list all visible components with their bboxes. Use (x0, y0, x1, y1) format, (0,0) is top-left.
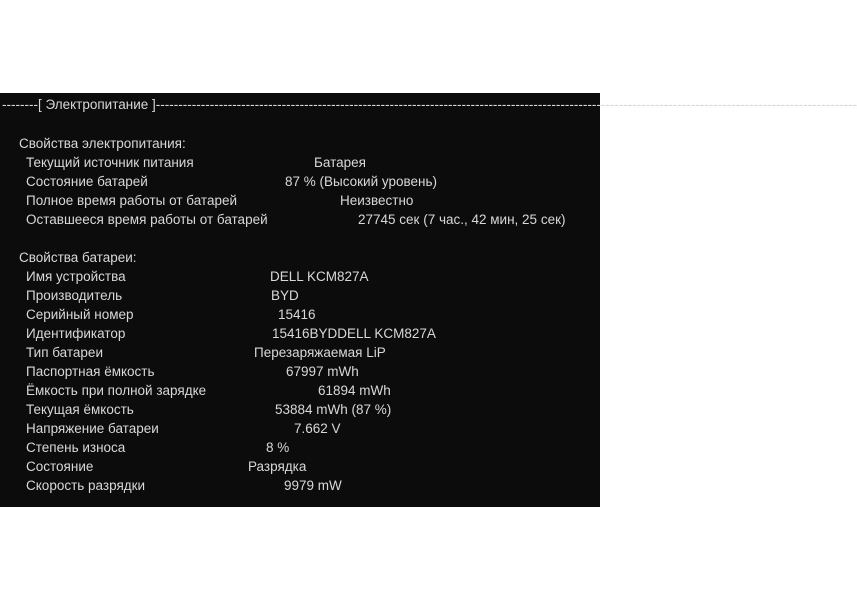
console-window (0, 93, 857, 507)
row-label: Паспортная ёмкость (26, 364, 155, 379)
battery-row-state (26, 457, 600, 476)
row-value: 15416 (278, 307, 316, 322)
row-value: Разрядка (248, 459, 307, 474)
battery-row-wear-level (26, 438, 600, 457)
battery-row-full-charge-capacity (26, 381, 600, 400)
row-value: Перезаряжаемая LiP (254, 345, 386, 360)
row-value: Батарея (314, 155, 366, 170)
row-value: 7.662 V (294, 421, 341, 436)
battery-row-voltage (26, 419, 600, 438)
power-row-battery-state (26, 172, 600, 191)
row-value: Неизвестно (340, 193, 414, 208)
battery-row-identifier (26, 324, 600, 343)
row-value: BYD (271, 288, 299, 303)
row-label: Производитель (26, 288, 123, 303)
row-label: Состояние батарей (26, 174, 148, 189)
battery-row-type (26, 343, 600, 362)
row-value: 27745 сек (7 час., 42 мин, 25 сек) (358, 212, 566, 227)
power-row-remaining-time (26, 210, 600, 229)
row-label: Скорость разрядки (26, 478, 146, 493)
header-title: [ Электропитание ] (37, 97, 156, 112)
battery-section-title: Свойства батареи: (19, 250, 137, 265)
row-label: Степень износа (26, 440, 126, 455)
row-label: Текущая ёмкость (26, 402, 134, 417)
power-row-source (26, 153, 600, 172)
row-label: Имя устройства (26, 269, 126, 284)
row-value: 61894 mWh (318, 383, 391, 398)
battery-row-serial (26, 305, 600, 324)
row-value: 67997 mWh (286, 364, 359, 379)
row-label: Напряжение батареи (26, 421, 159, 436)
row-label: Серийный номер (26, 307, 134, 322)
row-value: DELL KCM827A (270, 269, 369, 284)
battery-row-design-capacity (26, 362, 600, 381)
row-value: 87 % (Высокий уровень) (285, 174, 438, 189)
battery-row-discharge-rate (26, 476, 600, 495)
row-label: Текущий источник питания (26, 155, 194, 170)
battery-row-device-name (26, 267, 600, 286)
row-label: Тип батареи (26, 345, 103, 360)
row-label: Ёмкость при полной зарядке (26, 383, 207, 398)
section-header (2, 95, 857, 113)
row-value: 8 % (266, 440, 290, 455)
row-label: Оставшееся время работы от батарей (26, 212, 268, 227)
row-value: 53884 mWh (87 %) (275, 402, 392, 417)
row-label: Полное время работы от батарей (26, 193, 238, 208)
battery-row-manufacturer (26, 286, 600, 305)
power-section-title: Свойства электропитания: (19, 136, 186, 151)
power-row-full-time (26, 191, 600, 210)
row-value: 9979 mW (284, 478, 342, 493)
row-value: 15416BYDDELL KCM827A (272, 326, 436, 341)
header-right-dashes: ------------------------------------------------------------------------------------------------------------------------------------------------------------ (155, 97, 857, 112)
battery-row-current-capacity (26, 400, 600, 419)
row-label: Состояние (26, 459, 94, 474)
header-left-dashes: -------- (2, 97, 38, 112)
row-label: Идентификатор (26, 326, 126, 341)
